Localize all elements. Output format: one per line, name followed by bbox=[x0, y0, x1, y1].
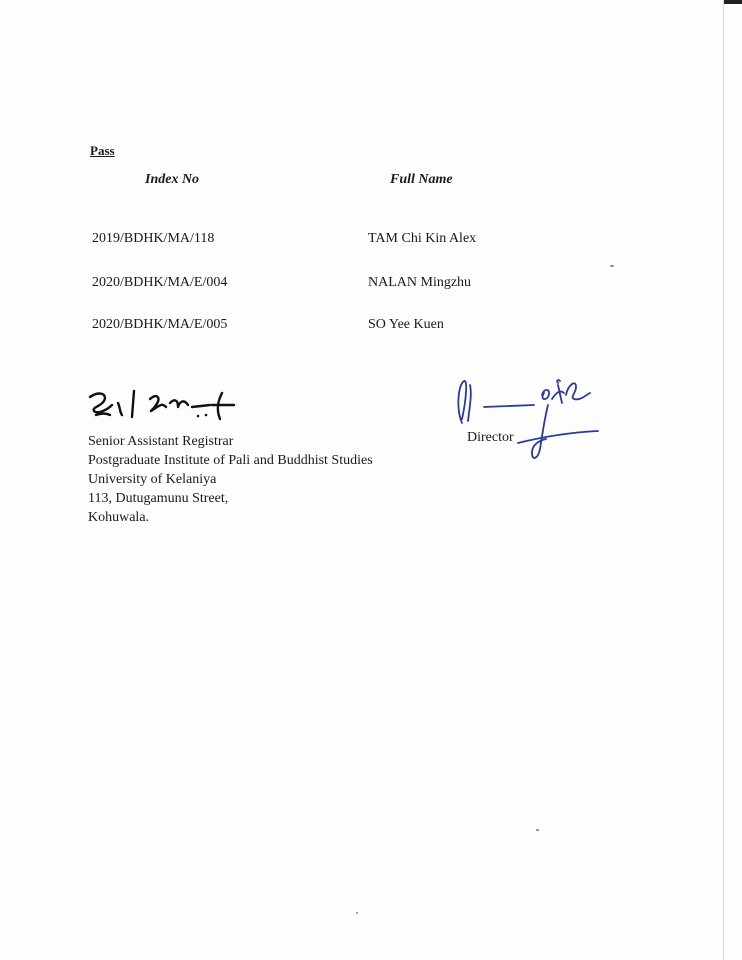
full-name-cell: NALAN Mingzhu bbox=[368, 275, 472, 290]
registrar-title: Senior Assistant Registrar bbox=[88, 434, 234, 449]
registrar-address-block bbox=[88, 432, 373, 527]
index-number-cell: 2020/BDHK/MA/E/005 bbox=[92, 317, 228, 332]
section-heading-pass: Pass bbox=[90, 143, 115, 158]
index-number-cell: 2020/BDHK/MA/E/004 bbox=[92, 275, 228, 290]
scan-speck bbox=[610, 265, 614, 267]
university-name: University of Kelaniya bbox=[88, 472, 217, 487]
director-title: Director bbox=[467, 430, 514, 445]
column-header-full-name: Full Name bbox=[390, 172, 453, 187]
scan-speck bbox=[536, 829, 539, 831]
table-row bbox=[0, 275, 742, 295]
table-row bbox=[0, 317, 742, 337]
column-header-index-no: Index No bbox=[145, 172, 200, 187]
full-name-cell: TAM Chi Kin Alex bbox=[368, 231, 477, 246]
scan-speck bbox=[356, 912, 358, 914]
index-number-cell: 2019/BDHK/MA/118 bbox=[92, 231, 215, 246]
table-row bbox=[0, 231, 742, 251]
street-address: 113, Dutugamunu Street, bbox=[88, 491, 229, 506]
director-signature bbox=[448, 375, 608, 465]
registrar-signature bbox=[86, 385, 246, 425]
full-name-cell: SO Yee Kuen bbox=[368, 317, 444, 332]
page-edge bbox=[723, 0, 724, 960]
city-name: Kohuwala. bbox=[88, 510, 150, 525]
institute-name: Postgraduate Institute of Pali and Buddhist Studies bbox=[88, 453, 373, 468]
scan-corner-mark bbox=[724, 0, 742, 4]
